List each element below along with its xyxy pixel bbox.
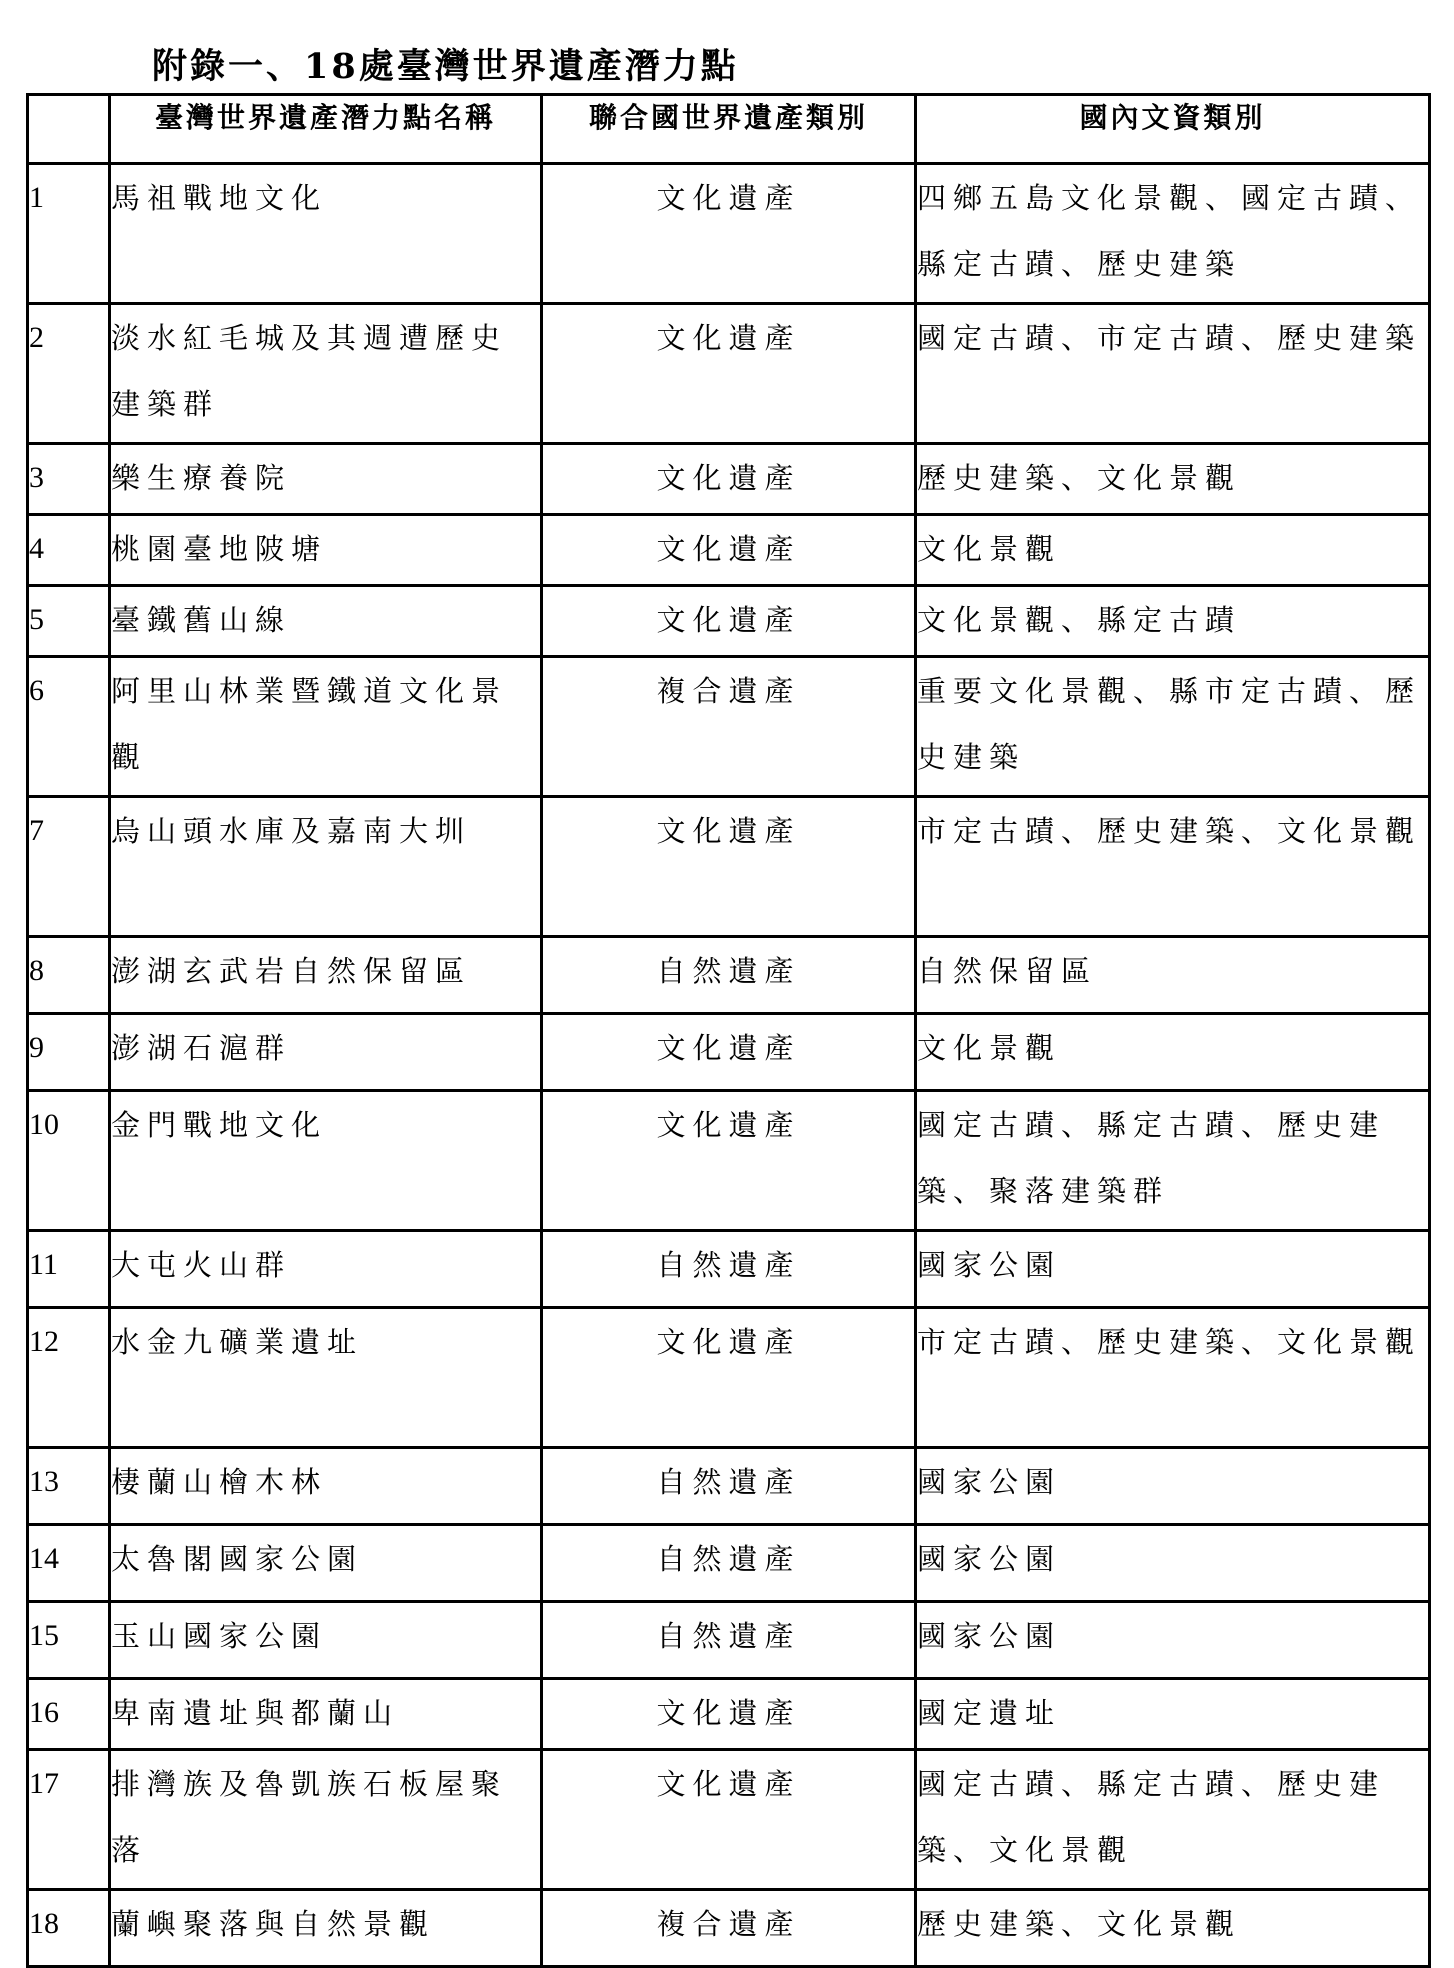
site-name: 桃園臺地陂塘 — [110, 515, 542, 586]
table-row — [28, 515, 1430, 586]
row-number: 8 — [28, 937, 110, 1014]
row-number: 7 — [28, 797, 110, 937]
header-number — [28, 95, 110, 164]
row-number: 4 — [28, 515, 110, 586]
row-number: 17 — [28, 1750, 110, 1890]
row-number: 1 — [28, 164, 110, 304]
row-number: 6 — [28, 657, 110, 797]
table-row — [28, 1525, 1430, 1602]
local-category: 國家公園 — [916, 1448, 1430, 1525]
un-category: 文化遺產 — [542, 1308, 916, 1448]
site-name: 大屯火山群 — [110, 1231, 542, 1308]
header-un-category: 聯合國世界遺產類別 — [542, 95, 916, 164]
header-site-name: 臺灣世界遺產潛力點名稱 — [110, 95, 542, 164]
table-row — [28, 937, 1430, 1014]
un-category: 文化遺產 — [542, 1750, 916, 1890]
site-name: 澎湖石滬群 — [110, 1014, 542, 1091]
row-number: 11 — [28, 1231, 110, 1308]
site-name: 烏山頭水庫及嘉南大圳 — [110, 797, 542, 937]
site-name: 排灣族及魯凱族石板屋聚落 — [110, 1750, 542, 1890]
local-category: 國定古蹟、縣定古蹟、歷史建築、聚落建築群 — [916, 1091, 1430, 1231]
un-category: 複合遺產 — [542, 1890, 916, 1967]
table-row — [28, 657, 1430, 797]
local-category: 國定古蹟、市定古蹟、歷史建築 — [916, 304, 1430, 444]
local-category: 國定古蹟、縣定古蹟、歷史建築、文化景觀 — [916, 1750, 1430, 1890]
row-number: 15 — [28, 1602, 110, 1679]
local-category: 自然保留區 — [916, 937, 1430, 1014]
site-name: 淡水紅毛城及其週遭歷史建築群 — [110, 304, 542, 444]
table-row — [28, 1308, 1430, 1448]
local-category: 文化景觀、縣定古蹟 — [916, 586, 1430, 657]
site-name: 馬祖戰地文化 — [110, 164, 542, 304]
table-row — [28, 164, 1430, 304]
site-name: 棲蘭山檜木林 — [110, 1448, 542, 1525]
row-number: 16 — [28, 1679, 110, 1750]
row-number: 10 — [28, 1091, 110, 1231]
site-name: 蘭嶼聚落與自然景觀 — [110, 1890, 542, 1967]
site-name: 水金九礦業遺址 — [110, 1308, 542, 1448]
un-category: 自然遺產 — [542, 1448, 916, 1525]
table-row — [28, 1750, 1430, 1890]
header-local-category: 國內文資類別 — [916, 95, 1430, 164]
table-row — [28, 1602, 1430, 1679]
site-name: 玉山國家公園 — [110, 1602, 542, 1679]
row-number: 5 — [28, 586, 110, 657]
row-number: 18 — [28, 1890, 110, 1967]
table-row — [28, 1014, 1430, 1091]
un-category: 文化遺產 — [542, 586, 916, 657]
heritage-sites-table — [26, 93, 1431, 1968]
table-row — [28, 1679, 1430, 1750]
un-category: 文化遺產 — [542, 515, 916, 586]
table-row — [28, 304, 1430, 444]
local-category: 歷史建築、文化景觀 — [916, 1890, 1430, 1967]
un-category: 自然遺產 — [542, 1231, 916, 1308]
un-category: 複合遺產 — [542, 657, 916, 797]
row-number: 9 — [28, 1014, 110, 1091]
local-category: 國家公園 — [916, 1525, 1430, 1602]
table-row — [28, 797, 1430, 937]
un-category: 文化遺產 — [542, 1679, 916, 1750]
row-number: 12 — [28, 1308, 110, 1448]
local-category: 歷史建築、文化景觀 — [916, 444, 1430, 515]
table-row — [28, 1448, 1430, 1525]
local-category: 重要文化景觀、縣市定古蹟、歷史建築 — [916, 657, 1430, 797]
un-category: 文化遺產 — [542, 1091, 916, 1231]
local-category: 國定遺址 — [916, 1679, 1430, 1750]
un-category: 文化遺產 — [542, 1014, 916, 1091]
table-row — [28, 586, 1430, 657]
local-category: 文化景觀 — [916, 1014, 1430, 1091]
table-row — [28, 1890, 1430, 1967]
site-name: 臺鐵舊山線 — [110, 586, 542, 657]
row-number: 2 — [28, 304, 110, 444]
un-category: 自然遺產 — [542, 1602, 916, 1679]
site-name: 阿里山林業暨鐵道文化景觀 — [110, 657, 542, 797]
site-name: 金門戰地文化 — [110, 1091, 542, 1231]
page-title: 附錄一、18處臺灣世界遺產潛力點 — [152, 46, 739, 87]
un-category: 自然遺產 — [542, 937, 916, 1014]
un-category: 文化遺產 — [542, 797, 916, 937]
table-row — [28, 444, 1430, 515]
table-row — [28, 1231, 1430, 1308]
local-category: 國家公園 — [916, 1602, 1430, 1679]
table-header-row — [28, 95, 1430, 164]
local-category: 市定古蹟、歷史建築、文化景觀 — [916, 1308, 1430, 1448]
un-category: 文化遺產 — [542, 164, 916, 304]
row-number: 3 — [28, 444, 110, 515]
table-row — [28, 1091, 1430, 1231]
un-category: 文化遺產 — [542, 444, 916, 515]
site-name: 樂生療養院 — [110, 444, 542, 515]
local-category: 四鄉五島文化景觀、國定古蹟、縣定古蹟、歷史建築 — [916, 164, 1430, 304]
local-category: 國家公園 — [916, 1231, 1430, 1308]
site-name: 太魯閣國家公園 — [110, 1525, 542, 1602]
row-number: 13 — [28, 1448, 110, 1525]
site-name: 澎湖玄武岩自然保留區 — [110, 937, 542, 1014]
un-category: 文化遺產 — [542, 304, 916, 444]
local-category: 文化景觀 — [916, 515, 1430, 586]
site-name: 卑南遺址與都蘭山 — [110, 1679, 542, 1750]
local-category: 市定古蹟、歷史建築、文化景觀 — [916, 797, 1430, 937]
un-category: 自然遺產 — [542, 1525, 916, 1602]
row-number: 14 — [28, 1525, 110, 1602]
